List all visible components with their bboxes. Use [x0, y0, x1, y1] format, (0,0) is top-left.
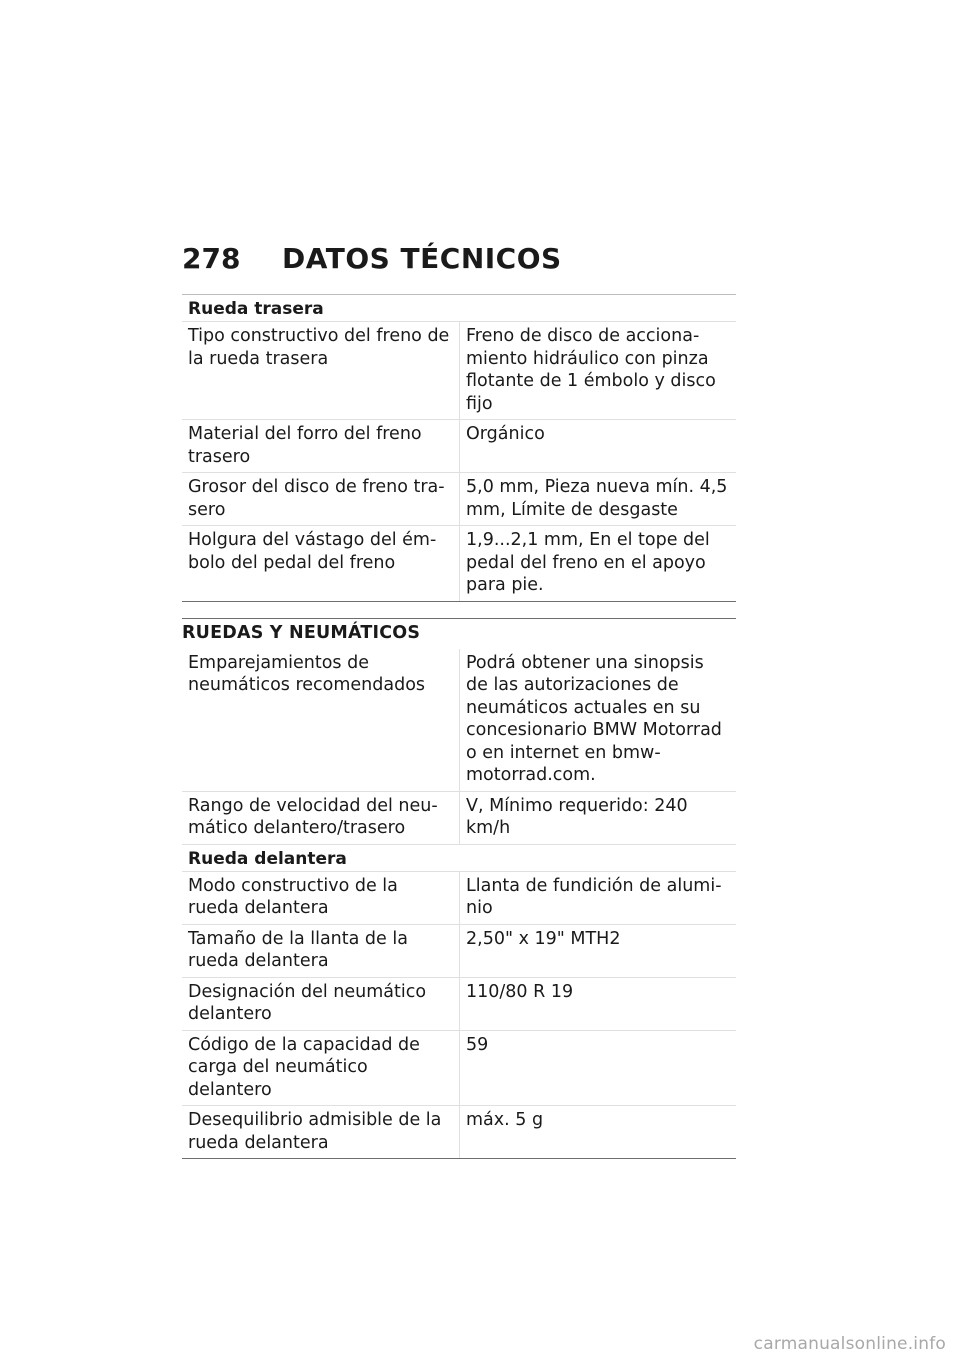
table-row: [182, 1106, 736, 1159]
table-row: [182, 420, 736, 473]
section-label-rear-wheel: Rueda trasera: [182, 295, 736, 322]
row-label: Rango de velocidad del neumático delantero/trasero: [182, 792, 460, 844]
row-value: 1,9...2,1 mm, En el tope del pedal del freno en el apoyo para pie.: [466, 530, 710, 595]
row-label: Código de la capacidad de carga del neumático delantero: [182, 1031, 460, 1106]
table-row: [182, 978, 736, 1031]
row-value: 2,50" x 19" MTH2: [466, 928, 621, 949]
page-header: [182, 242, 562, 275]
table-row: [182, 925, 736, 978]
page-number: 278: [182, 242, 241, 275]
section-label-front-wheel: Rueda delantera: [182, 845, 736, 872]
table-row: [182, 792, 736, 845]
row-value: 110/80 R 19: [466, 981, 574, 1002]
table-row: [182, 649, 736, 792]
row-label: Modo constructivo de la rueda delantera: [182, 872, 460, 924]
table-row: [182, 473, 736, 526]
table-row: [182, 1031, 736, 1107]
watermark-text: carmanualsonline.info: [753, 1334, 946, 1354]
page-title: DATOS TÉCNICOS: [282, 242, 562, 275]
row-label: Emparejamientos de neumáticos recomendados: [182, 649, 460, 791]
row-label: Tipo constructivo del freno de la rueda trasera: [182, 322, 460, 419]
row-label: Holgura del vástago del émbolo del pedal del freno: [182, 526, 460, 601]
row-label: Designación del neumático delantero: [182, 978, 460, 1030]
section-heading-wheels-tires: RUEDAS Y NEUMÁTICOS: [182, 618, 736, 649]
row-value: Orgánico: [466, 424, 545, 444]
table-row: [182, 526, 736, 602]
row-label: Grosor del disco de freno trasero: [182, 473, 460, 525]
row-label: Desequilibrio admisible de la rueda delantera: [182, 1106, 460, 1158]
row-value: Llanta de fundición de aluminio: [466, 875, 722, 918]
row-value: 59: [466, 1034, 489, 1055]
row-value: Podrá obtener una sinopsis de las autorizaciones de neumáticos actuales en su concesionario BMW Motorrad o en internet en bmw-motorrad.com.: [466, 652, 722, 785]
row-value: V, Mínimo requerido: 240 km/h: [466, 795, 688, 838]
row-label: Tamaño de la llanta de la rueda delantera: [182, 925, 460, 977]
table-row: [182, 872, 736, 925]
row-label: Material del forro del freno trasero: [182, 420, 460, 472]
row-value: máx. 5 g: [466, 1110, 544, 1130]
row-value: 5,0 mm, Pieza nueva mín. 4,5 mm, Límite de desgaste: [466, 477, 728, 520]
table-row: [182, 322, 736, 420]
row-value: Freno de disco de accionamiento hidráulico con pinza flotante de 1 émbolo y disco fijo: [466, 326, 716, 414]
rear-wheel-table: [182, 294, 736, 1159]
